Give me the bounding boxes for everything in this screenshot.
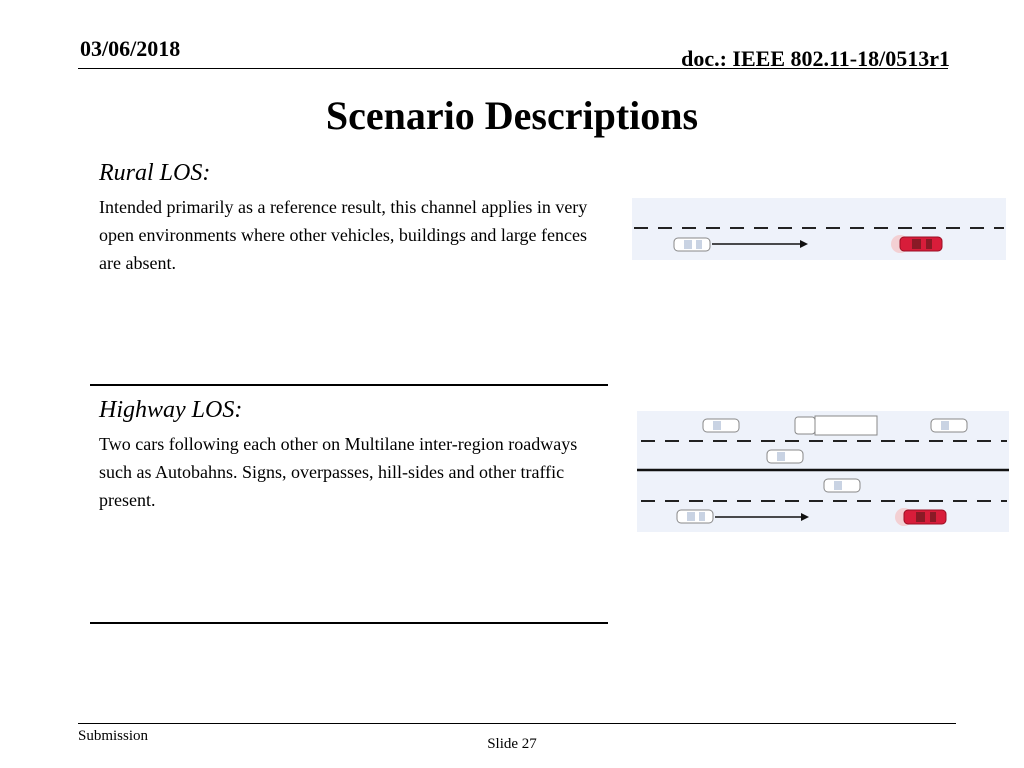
section-title-highway-los: Highway LOS:	[99, 397, 243, 423]
traffic-car-icon	[824, 479, 860, 492]
header-date: 03/06/2018	[80, 36, 181, 61]
highway-los-diagram	[637, 411, 1009, 532]
section-divider	[90, 384, 608, 386]
truck-icon	[795, 416, 877, 435]
rural-los-diagram	[632, 198, 1006, 260]
traffic-car-icon	[703, 419, 739, 432]
slide-number: Slide 27	[487, 736, 537, 752]
section-body-rural-los: Intended primarily as a reference result, this channel applies in very open environments where other vehicles, buildings and large fences are absent.	[99, 197, 588, 273]
header-divider	[78, 68, 948, 69]
source-car-icon	[677, 510, 713, 523]
section-divider	[90, 622, 608, 624]
section-title-rural-los: Rural LOS:	[99, 160, 211, 186]
target-car-icon	[895, 508, 946, 526]
traffic-car-icon	[931, 419, 967, 432]
footer-submission: Submission	[78, 728, 149, 744]
footer-divider	[78, 723, 956, 724]
traffic-car-icon	[767, 450, 803, 463]
source-car-icon	[674, 238, 710, 251]
page-title: Scenario Descriptions	[325, 93, 699, 138]
header-doc-id: doc.: IEEE 802.11-18/0513r1	[681, 46, 950, 71]
section-body-highway-los: Two cars following each other on Multilane inter-region roadways such as Autobahns. Signs, overpasses, hill-sides and other traffic present.	[99, 434, 578, 510]
target-car-icon	[891, 235, 942, 253]
